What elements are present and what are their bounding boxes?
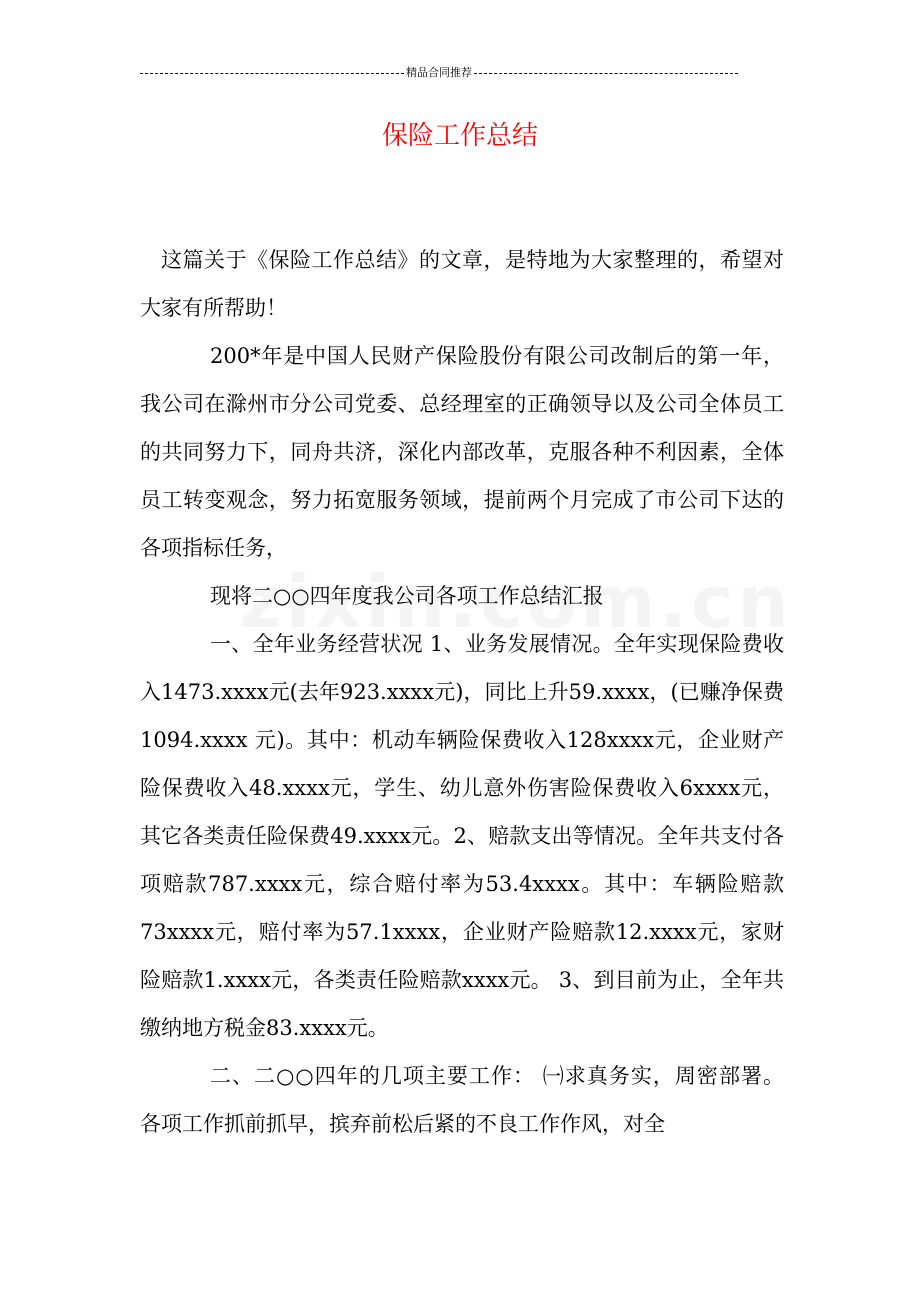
header-dashed-rule-right: [474, 73, 738, 74]
document-body: [140, 236, 784, 1148]
header-dashed-rule-left: [140, 73, 404, 74]
page-header: [140, 66, 738, 80]
body-paragraph: 200*年是中国人民财产保险股份有限公司改制后的第一年，我公司在滁州市分公司党委、总经理室的正确领导以及公司全体员工的共同努力下，同舟共济，深化内部改革，克服各种不利因素，全体员工转变观念，努力拓宽服务领域，提前两个月完成了市公司下达的各项指标任务，: [140, 344, 784, 560]
header-label: 精品合同推荐: [406, 66, 472, 79]
body-paragraph: 现将二○○四年度我公司各项工作总结汇报: [210, 584, 604, 608]
document-title: 保险工作总结: [381, 121, 538, 151]
intro-paragraph: 这篇关于《保险工作总结》的文章，是特地为大家整理的，希望对大家有所帮助！: [140, 248, 784, 320]
body-paragraph: 二、二○○四年的几项主要工作： ㈠求真务实，周密部署。 各项工作抓前抓早，摈弃前松后紧的不良工作作风，对全: [140, 1064, 784, 1136]
body-paragraph: 一、全年业务经营状况 1、业务发展情况。全年实现保险费收入1473.xxxx元(去年923.xxxx元)，同比上升59.xxxx，(已赚净保费 1094.xxxx 元)。其中：机动车辆险保费收入128xxxx元，企业财产险保费收入48.xxxx元，学生、幼儿意外伤害险保费收入6xxxx元，其它各类责任险保费49.xxxx元。2、赔款支出等情况。全年共支付各项赔款787.xxxx元，综合赔付率为53.4xxxx。其中：车辆险赔款73xxxx元，赔付率为57.1xxxx，企业财产险赔款12.xxxx元，家财险赔款1.xxxx元，各类责任险赔款xxxx元。 3、到目前为止，全年共缴纳地方税金83.xxxx元。: [140, 632, 784, 1040]
